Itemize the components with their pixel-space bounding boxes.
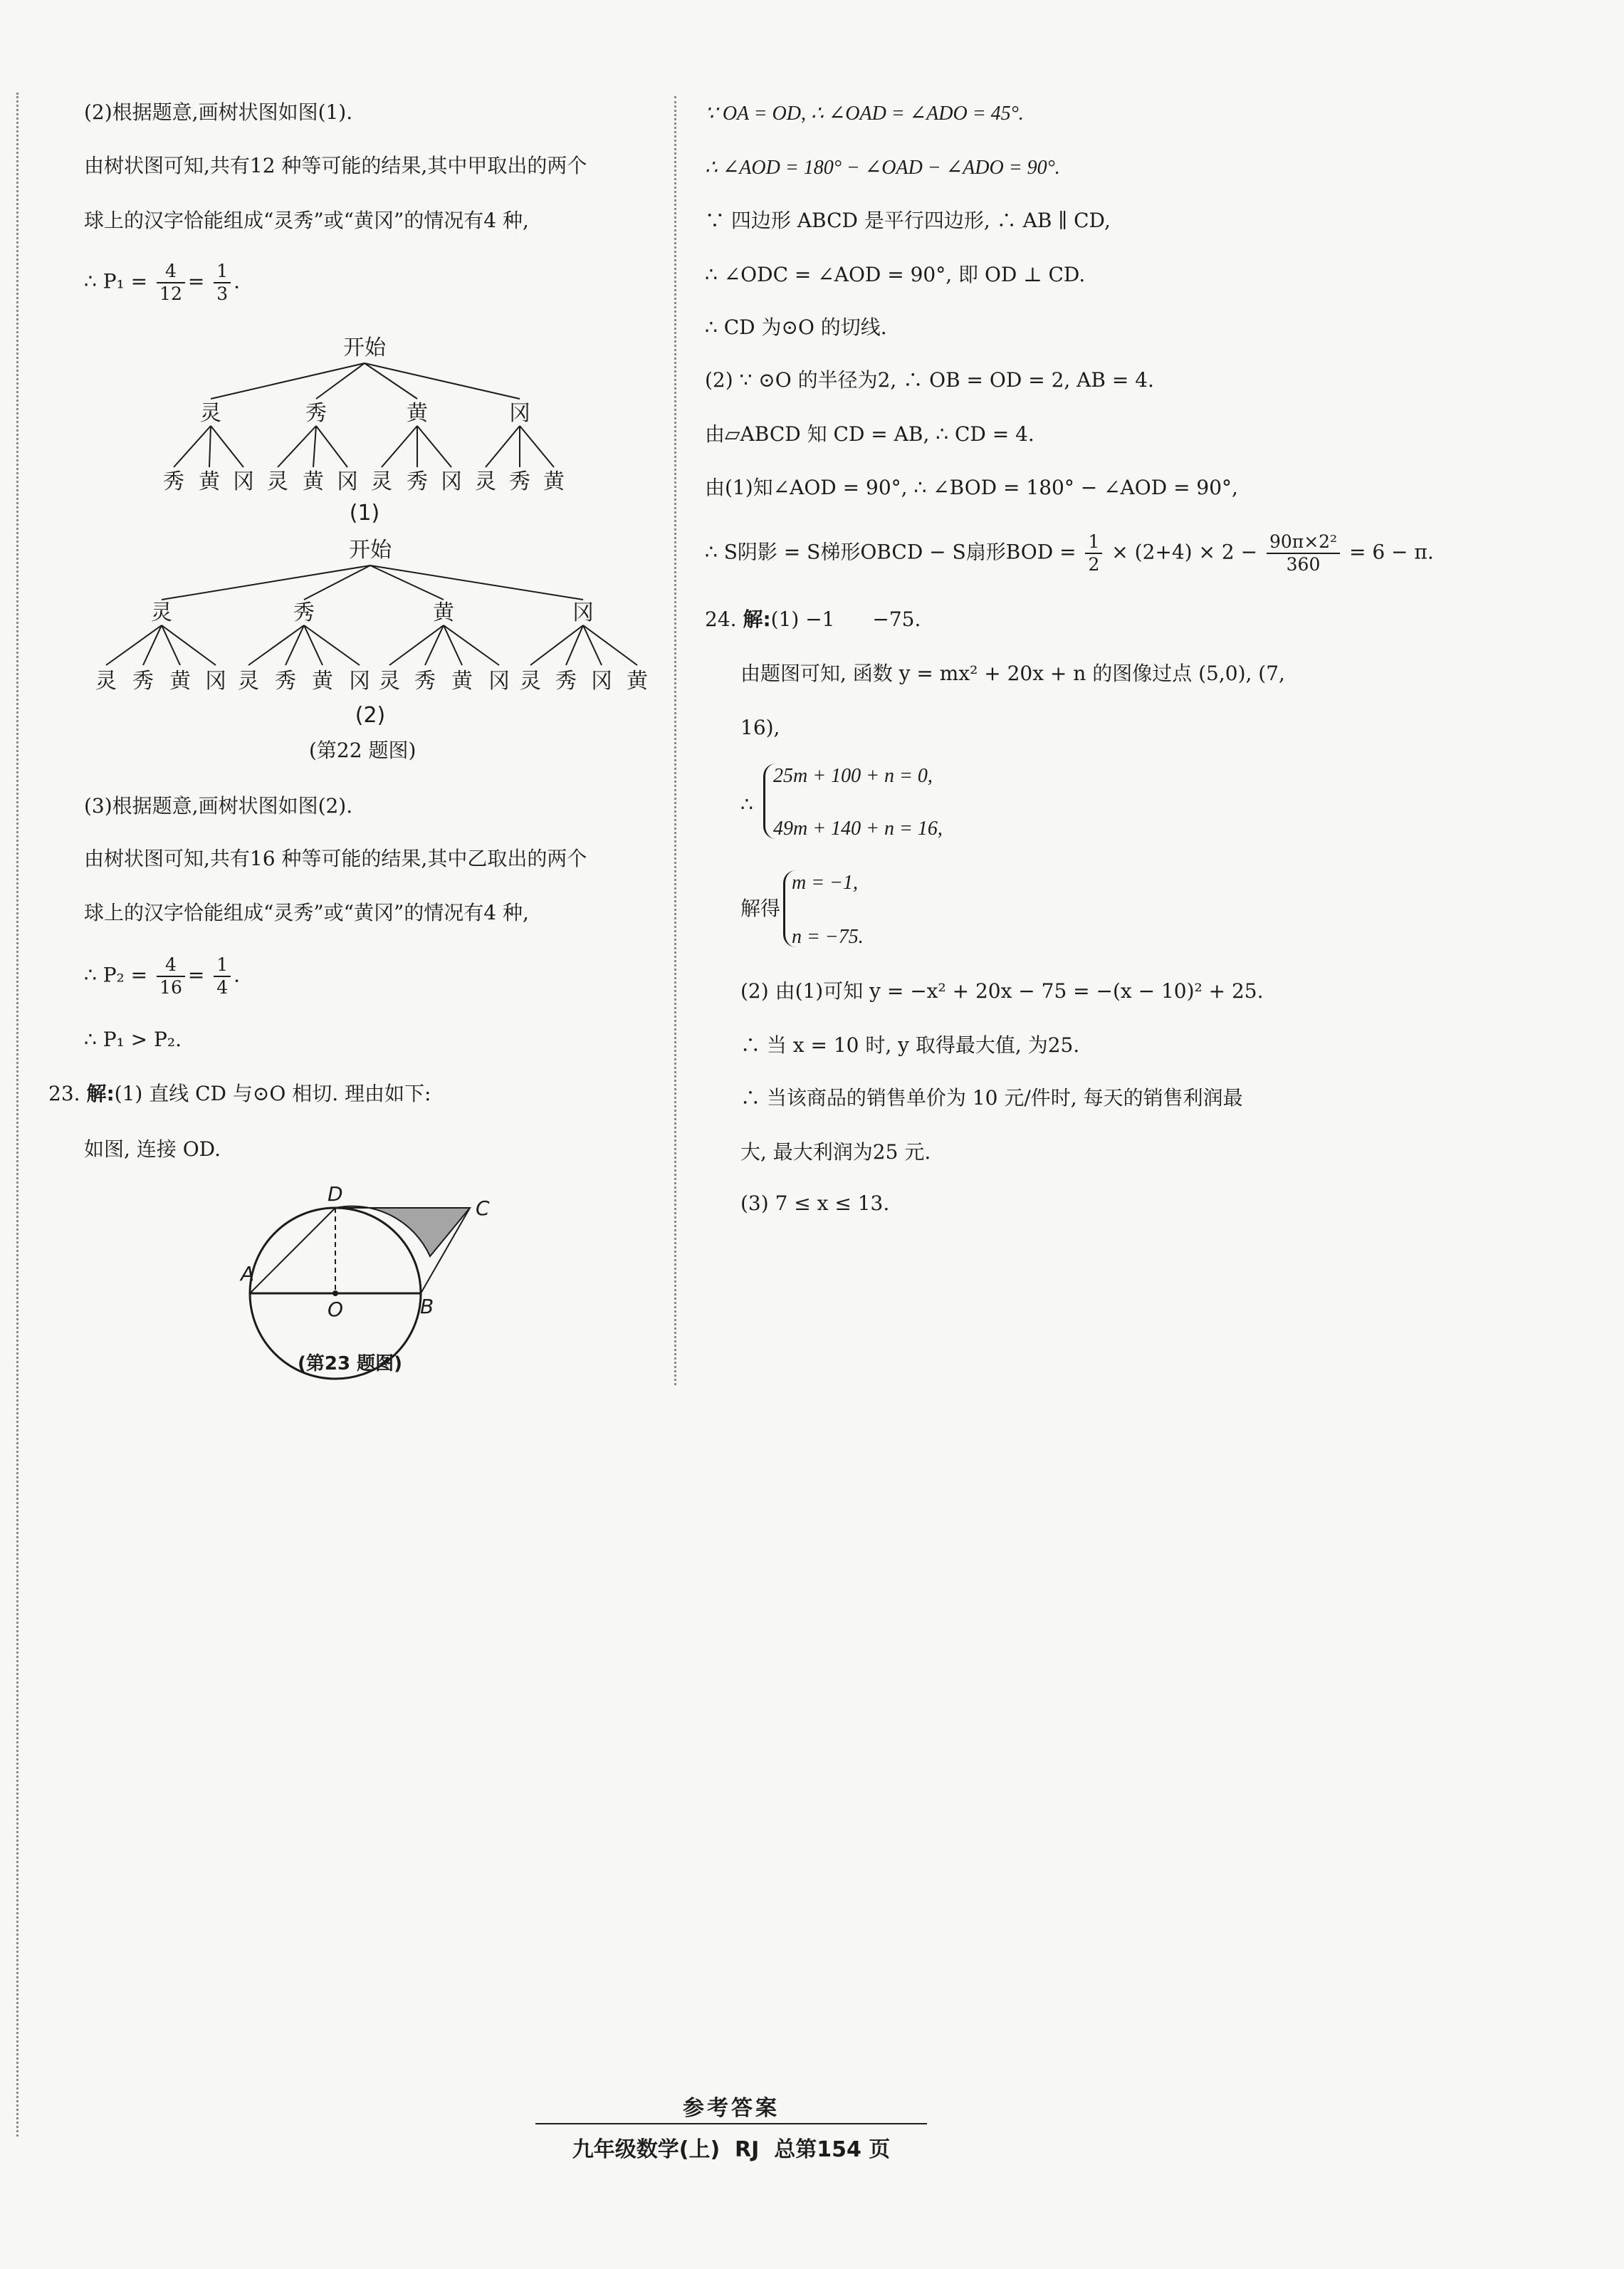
q24-part2: ∴ 当 x = 10 时, y 取得最大值, 为25. xyxy=(740,1033,1080,1057)
p-compare: ∴ P₁ > P₂. xyxy=(84,1028,182,1051)
system2-eq1: m = −1, xyxy=(792,872,859,894)
tree1-node: 黄 xyxy=(407,401,428,426)
tree1-leaf: 灵 xyxy=(371,469,392,494)
tree1-leaf: 冈 xyxy=(337,469,358,494)
tree1-node: 秀 xyxy=(305,401,327,426)
system1-eq1: 25m + 100 + n = 0, xyxy=(773,765,933,787)
q23-step: ∴ CD 为⊙O 的切线. xyxy=(705,315,887,339)
tree2-root: 开始 xyxy=(349,538,392,563)
tree2-leaf: 黄 xyxy=(451,669,473,694)
p1-formula: ∴ P₁ = $\frac{4}{12}$ = $\frac{1}{3}$ . xyxy=(84,261,241,304)
system1-eq2: 49m + 140 + n = 16, xyxy=(773,818,943,840)
fig23-label-a: A xyxy=(241,1262,255,1285)
tree1-node: 冈 xyxy=(509,401,530,426)
q24-heading xyxy=(705,605,921,634)
tree2-leaf: 黄 xyxy=(312,669,333,694)
q23-heading xyxy=(48,1080,431,1108)
tree2-node: 黄 xyxy=(433,600,454,625)
fig23-label-c: C xyxy=(476,1196,490,1220)
q24-part2: (2) 由(1)可知 y = −x² + 20x − 75 = −(x − 10)² + 25. xyxy=(740,979,1264,1003)
shaded-area-formula xyxy=(705,531,1434,575)
footer-rule xyxy=(535,2123,927,2124)
p2-fraction-b: $\frac{1}{4}$ xyxy=(214,954,231,998)
column-divider xyxy=(674,96,676,1385)
q24-part2: 大, 最大利润为25 元. xyxy=(740,1140,931,1164)
tree2-leaf: 秀 xyxy=(414,669,436,694)
area-fraction-a: $\frac{1}{2}$ xyxy=(1085,531,1102,575)
tree1-leaf: 灵 xyxy=(267,469,288,494)
tree2-node: 灵 xyxy=(151,600,172,625)
tree2-leaf: 秀 xyxy=(275,669,296,694)
tree1-leaf: 冈 xyxy=(233,469,254,494)
tree1-label: (1) xyxy=(349,501,380,526)
tree2-leaf: 秀 xyxy=(555,669,577,694)
q22-part3-intro: (3)根据题意,画树状图如图(2). xyxy=(84,794,353,818)
system2-eq2: n = −75. xyxy=(792,926,864,948)
tree2-node: 秀 xyxy=(293,600,315,625)
fig23-diagram xyxy=(242,1177,513,1355)
tree1-leaf: 秀 xyxy=(407,469,428,494)
q22-text: 球上的汉字恰能组成“灵秀”或“黄冈”的情况有4 种, xyxy=(84,209,529,232)
q22-part2-intro: (2)根据题意,画树状图如图(1). xyxy=(84,100,353,124)
fig23-label-b: B xyxy=(420,1295,434,1318)
fig22-caption: (第22 题图) xyxy=(309,739,417,762)
p1-fraction-b: $\frac{1}{3}$ xyxy=(214,261,231,305)
footer-subtitle: 九年级数学(上) RJ 总第154 页 xyxy=(572,2137,891,2162)
q24-part2: ∴ 当该商品的销售单价为 10 元/件时, 每天的销售利润最 xyxy=(740,1086,1243,1110)
tree2-leaf: 黄 xyxy=(627,669,648,694)
tree2-leaf: 冈 xyxy=(591,669,612,694)
q23-part2-step: (2) ∵ ⊙O 的半径为2, ∴ OB = OD = 2, AB = 4. xyxy=(705,368,1154,392)
tree2-leaf: 秀 xyxy=(132,669,154,694)
tree2-leaf: 灵 xyxy=(238,669,259,694)
q23-step: ∵ 四边形 ABCD 是平行四边形, ∴ AB ∥ CD, xyxy=(705,209,1111,232)
tree-diagram-1 xyxy=(157,333,584,526)
tree2-leaf: 黄 xyxy=(169,669,191,694)
tree1-leaf: 黄 xyxy=(303,469,324,494)
tree2-leaf: 灵 xyxy=(379,669,400,694)
p1-fraction-a: $\frac{4}{12}$ xyxy=(157,261,185,305)
tree1-leaf: 秀 xyxy=(509,469,530,494)
p2-fraction-a: $\frac{4}{16}$ xyxy=(157,954,185,998)
area-fraction-b: $\frac{\text{90π×2²}}{360}$ xyxy=(1267,531,1340,575)
tree1-leaf: 冈 xyxy=(441,469,462,494)
q23-step: ∴ ∠AOD = 180° − ∠OAD − ∠ADO = 90°. xyxy=(705,157,1060,179)
q23-text: 如图, 连接 OD. xyxy=(84,1137,221,1161)
fig23-label-d: D xyxy=(328,1182,343,1206)
q24-solution-label: 解: xyxy=(743,607,771,631)
tree1-leaf: 灵 xyxy=(475,469,496,494)
p2-prefix: ∴ P₂ = xyxy=(84,963,148,987)
tree2-label: (2) xyxy=(355,703,386,728)
q24-text: 16), xyxy=(740,716,780,739)
tree1-leaf: 秀 xyxy=(163,469,184,494)
left-margin-line xyxy=(16,93,19,2137)
q24-part3: (3) 7 ≤ x ≤ 13. xyxy=(740,1191,890,1215)
q22-text: 球上的汉字恰能组成“灵秀”或“黄冈”的情况有4 种, xyxy=(84,901,529,924)
tree1-node: 灵 xyxy=(200,401,221,426)
p2-formula: ∴ P₂ = $\frac{4}{16}$ = $\frac{1}{4}$ . xyxy=(84,954,241,998)
q23-solution-label: 解: xyxy=(86,1082,115,1105)
q24-text: 由题图可知, 函数 y = mx² + 20x + n 的图像过点 (5,0), (7, xyxy=(740,662,1285,685)
q23-part2-step: 由▱ABCD 知 CD = AB, ∴ CD = 4. xyxy=(705,422,1034,446)
tree2-node: 冈 xyxy=(572,600,594,625)
tree2-leaf: 冈 xyxy=(205,669,226,694)
footer xyxy=(535,2090,927,2176)
p1-prefix: ∴ P₁ = xyxy=(84,269,148,293)
tree1-leaf: 黄 xyxy=(199,469,220,494)
q23-answer: (1) 直线 CD 与⊙O 相切. 理由如下: xyxy=(114,1082,431,1105)
fig23-caption: (第23 题图) xyxy=(298,1353,402,1375)
area-prefix: ∴ S阴影 = S梯形OBCD − S扇形BOD = xyxy=(705,540,1076,564)
q24-number: 24. xyxy=(705,607,737,631)
area-mid: × (2+4) × 2 − xyxy=(1111,540,1258,564)
tree2-leaf: 灵 xyxy=(520,669,541,694)
tree-diagram-2 xyxy=(82,536,659,742)
footer-title: 参考答案 xyxy=(683,2096,780,2121)
q22-text: 由树状图可知,共有16 种等可能的结果,其中乙取出的两个 xyxy=(84,847,587,870)
tree2-leaf: 冈 xyxy=(488,669,510,694)
q23-step: ∴ ∠ODC = ∠AOD = 90°, 即 OD ⊥ CD. xyxy=(705,263,1086,286)
area-end: = 6 − π. xyxy=(1348,540,1434,564)
q22-text: 由树状图可知,共有12 种等可能的结果,其中甲取出的两个 xyxy=(84,154,587,177)
q24-answer-m: (1) −1 xyxy=(770,607,835,631)
fig23-label-o: O xyxy=(328,1298,344,1321)
q23-number: 23. xyxy=(48,1082,80,1105)
system2-prefix: 解得 xyxy=(740,897,781,920)
q23-step: ∵ OA = OD, ∴ ∠OAD = ∠ADO = 45°. xyxy=(705,103,1024,125)
tree1-root: 开始 xyxy=(343,335,386,360)
tree1-leaf: 黄 xyxy=(543,469,565,494)
system1-prefix: ∴ xyxy=(740,793,753,816)
q23-part2-step: 由(1)知∠AOD = 90°, ∴ ∠BOD = 180° − ∠AOD = 90°, xyxy=(705,476,1238,499)
q24-answer-n: −75. xyxy=(872,607,921,631)
tree2-leaf: 灵 xyxy=(95,669,117,694)
tree2-leaf: 冈 xyxy=(349,669,370,694)
